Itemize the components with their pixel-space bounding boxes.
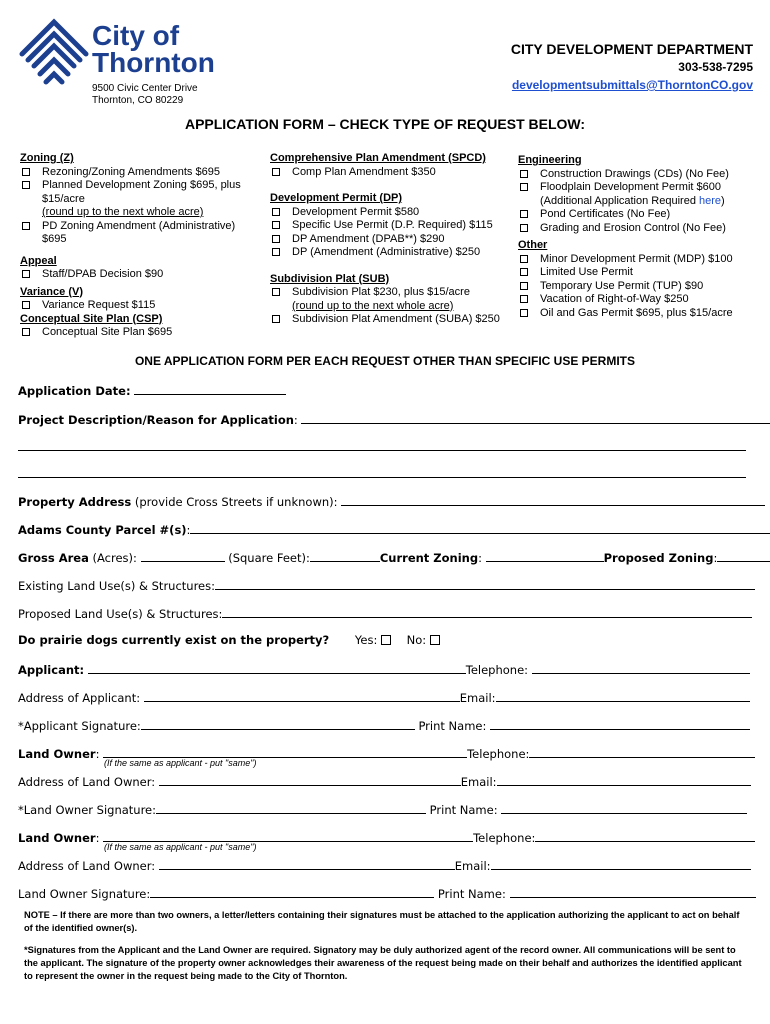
checkbox-icon[interactable] [520, 170, 528, 178]
department-name: CITY DEVELOPMENT DEPARTMENT [510, 41, 753, 57]
prairie-dogs-no-checkbox[interactable] [430, 635, 440, 645]
existing-land-row: Existing Land Use(s) & Structures: [18, 577, 755, 593]
proposed-land-field[interactable] [222, 605, 752, 618]
checkbox-item[interactable]: Staff/DPAB Decision $90 [20, 268, 258, 282]
engineering-note: (Additional Application Required here) [540, 194, 725, 207]
sub-heading: Subdivision Plat (SUB) [270, 272, 390, 285]
checkbox-icon[interactable] [272, 315, 280, 323]
checkbox-item[interactable]: Conceptual Site Plan $695 [20, 326, 258, 340]
checkbox-item[interactable]: Pond Certificates (No Fee) [518, 208, 758, 222]
checkbox-item[interactable]: Rezoning/Zoning Amendments $695 [20, 166, 258, 180]
request-column-2 [270, 152, 510, 327]
signatures-note: *Signatures from the Applicant and the Land Owner are required. Signatory may be duly authorized agent of the record owner. All communications will be sent to the applicant. The signature of the property owner acknowledges their awareness of the request being made on their behalf and authorizes the identified applicant to represent the owner in the request being made to the City of Thornton. [24, 945, 742, 981]
applicant-address-field[interactable] [144, 689, 460, 702]
project-description-field-3[interactable] [18, 465, 746, 478]
checkbox-icon[interactable] [520, 282, 528, 290]
checkbox-icon[interactable] [272, 235, 280, 243]
land-owner-2-field[interactable] [103, 829, 473, 842]
zoning-note: (round up to the next whole acre) [42, 206, 204, 218]
checkbox-icon[interactable] [22, 168, 30, 176]
land-owner-2-signature-field[interactable] [150, 885, 434, 898]
land-owner-field[interactable] [103, 745, 467, 758]
acres-field[interactable] [141, 549, 225, 562]
square-feet-field[interactable] [310, 549, 380, 562]
checkbox-item[interactable]: Vacation of Right-of-Way $250 [518, 293, 758, 307]
land-owner-2-address-field[interactable] [159, 857, 455, 870]
same-as-applicant-hint-2: (If the same as applicant - put "same") [104, 842, 257, 852]
property-address-row: Property Address (provide Cross Streets if unknown): [18, 493, 765, 509]
owners-note: NOTE – If there are more than two owners, a letter/letters containing their signatures must be attached to the application authorizing the applicant to act on behalf of the identified owner(s). [24, 910, 740, 933]
land-owner-address-row: Address of Land Owner: Email: [18, 773, 751, 789]
checkbox-item[interactable]: Comp Plan Amendment $350 [270, 166, 510, 180]
checkbox-item[interactable]: Oil and Gas Permit $695, plus $15/acre [518, 307, 758, 321]
checkbox-item[interactable]: Limited Use Permit [518, 266, 758, 280]
proposed-zoning-field[interactable] [717, 549, 770, 562]
appeal-heading: Appeal [20, 254, 57, 267]
applicant-telephone-field[interactable] [532, 661, 750, 674]
checkbox-icon[interactable] [272, 168, 280, 176]
checkbox-icon[interactable] [520, 224, 528, 232]
checkbox-item[interactable]: Planned Development Zoning $695, plus $15/acre [20, 179, 258, 206]
checkbox-item[interactable]: Grading and Erosion Control (No Fee) [518, 222, 758, 236]
request-column-1 [20, 152, 258, 340]
checkbox-item[interactable]: DP (Amendment (Administrative) $250 [270, 246, 510, 260]
csp-heading: Conceptual Site Plan (CSP) [20, 312, 163, 325]
city-address: 9500 Civic Center Drive Thornton, CO 80229 [92, 83, 198, 106]
zoning-heading: Zoning (Z) [20, 152, 74, 164]
checkbox-item[interactable]: Variance Request $115 [20, 299, 258, 313]
applicant-signature-row: *Applicant Signature: Print Name: [18, 717, 750, 733]
land-owner-2-print-name-field[interactable] [510, 885, 756, 898]
applicant-print-name-field[interactable] [490, 717, 750, 730]
checkbox-icon[interactable] [520, 268, 528, 276]
logo-text: City of Thornton [92, 20, 215, 78]
land-owner-row: Land Owner: Telephone: [18, 745, 755, 761]
checkbox-icon[interactable] [520, 309, 528, 317]
land-owner-signature-row: *Land Owner Signature: Print Name: [18, 801, 747, 817]
checkbox-icon[interactable] [520, 295, 528, 303]
existing-land-field[interactable] [215, 577, 755, 590]
checkbox-item[interactable]: Minor Development Permit (MDP) $100 [518, 253, 758, 267]
checkbox-item[interactable]: Subdivision Plat Amendment (SUBA) $250 [270, 313, 502, 327]
checkbox-icon[interactable] [22, 270, 30, 278]
checkbox-item[interactable]: Temporary Use Permit (TUP) $90 [518, 280, 758, 294]
land-owner-2-row: Land Owner: Telephone: [18, 829, 755, 845]
checkbox-icon[interactable] [520, 183, 528, 191]
department-email-link[interactable]: developmentsubmittals@ThorntonCO.gov [511, 78, 753, 92]
property-address-field[interactable] [341, 493, 765, 506]
land-owner-email-field[interactable] [497, 773, 751, 786]
one-application-notice: ONE APPLICATION FORM PER EACH REQUEST OTHER THAN SPECIFIC USE PERMITS [134, 354, 636, 368]
current-zoning-field[interactable] [486, 549, 604, 562]
land-owner-2-telephone-field[interactable] [535, 829, 755, 842]
applicant-row: Applicant: Telephone: [18, 661, 750, 677]
applicant-field[interactable] [88, 661, 466, 674]
project-description-field[interactable] [301, 411, 770, 424]
same-as-applicant-hint: (If the same as applicant - put "same") [104, 758, 257, 768]
checkbox-item[interactable]: Floodplain Development Permit $600 [518, 181, 758, 195]
prairie-dogs-yes-checkbox[interactable] [381, 635, 391, 645]
page-title: APPLICATION FORM – CHECK TYPE OF REQUEST BELOW: [184, 116, 586, 132]
spcd-heading: Comprehensive Plan Amendment (SPCD) [270, 152, 486, 164]
gross-area-row: Gross Area (Acres): (Square Feet): Current Zoning: Proposed Zoning: [18, 549, 770, 565]
land-owner-2-signature-row: Land Owner Signature: Print Name: [18, 885, 756, 901]
project-description-field-2[interactable] [18, 438, 746, 451]
request-column-3 [518, 154, 758, 320]
project-description-row: Project Description/Reason for Application: [18, 411, 770, 427]
checkbox-icon[interactable] [22, 222, 30, 230]
checkbox-icon[interactable] [520, 255, 528, 263]
land-owner-signature-field[interactable] [156, 801, 426, 814]
checkbox-icon[interactable] [272, 221, 280, 229]
application-date-row: Application Date: [18, 382, 286, 398]
parcel-field[interactable] [190, 521, 770, 534]
additional-application-link[interactable]: here [699, 194, 722, 207]
project-description-line-2 [18, 438, 746, 454]
project-description-line-3 [18, 465, 746, 481]
dp-heading: Development Permit (DP) [270, 192, 403, 204]
checkbox-icon[interactable] [520, 210, 528, 218]
checkbox-icon[interactable] [272, 248, 280, 256]
checkbox-icon[interactable] [22, 328, 30, 336]
sub-note: (round up to the next whole acre) [292, 299, 454, 312]
other-heading: Other [518, 239, 548, 251]
checkbox-item[interactable]: Specific Use Permit (D.P. Required) $115 [270, 219, 510, 233]
applicant-signature-field[interactable] [141, 717, 415, 730]
checkbox-item[interactable]: DP Amendment (DPAB**) $290 [270, 233, 510, 247]
checkbox-item[interactable]: Subdivision Plat $230, plus $15/acre [270, 286, 510, 300]
land-owner-address-field[interactable] [159, 773, 461, 786]
checkbox-icon[interactable] [272, 208, 280, 216]
prairie-dogs-row: Do prairie dogs currently exist on the property? Yes: No: [18, 633, 440, 647]
applicant-email-field[interactable] [496, 689, 750, 702]
land-owner-2-email-field[interactable] [491, 857, 751, 870]
checkbox-item[interactable]: PD Zoning Amendment (Administrative) $695 [20, 220, 258, 247]
checkbox-icon[interactable] [22, 301, 30, 309]
checkbox-item[interactable]: Development Permit $580 [270, 206, 510, 220]
proposed-land-row: Proposed Land Use(s) & Structures: [18, 605, 752, 621]
engineering-heading: Engineering [518, 154, 582, 166]
checkbox-item[interactable]: Construction Drawings (CDs) (No Fee) [518, 168, 758, 182]
land-owner-telephone-field[interactable] [529, 745, 755, 758]
land-owner-2-address-row: Address of Land Owner: Email: [18, 857, 751, 873]
land-owner-print-name-field[interactable] [501, 801, 747, 814]
variance-heading: Variance (V) [20, 285, 83, 298]
checkbox-icon[interactable] [272, 288, 280, 296]
parcel-row: Adams County Parcel #(s): [18, 521, 770, 537]
checkbox-icon[interactable] [22, 181, 30, 189]
department-phone: 303-538-7295 [678, 60, 753, 74]
applicant-address-row: Address of Applicant: Email: [18, 689, 750, 705]
application-date-field[interactable] [134, 382, 286, 395]
